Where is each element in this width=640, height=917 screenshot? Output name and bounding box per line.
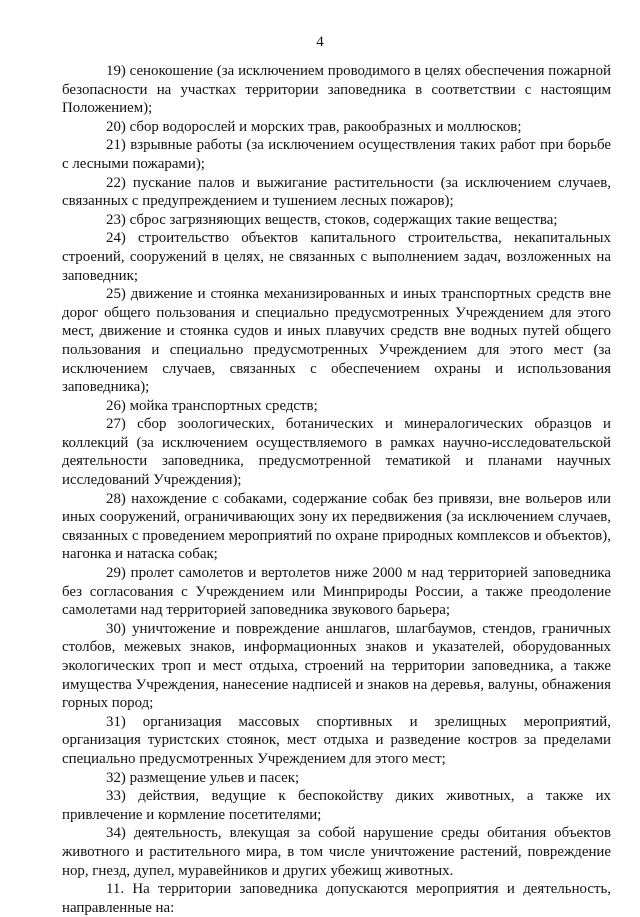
paragraph-item-34: 34) деятельность, влекущая за собой нарушение среды обитания объектов животного и растительного мира, в том числе уничтожение растений, повреждение нор, гнезд, дупел, муравейников и других убежищ животных. bbox=[62, 825, 611, 879]
paragraph-item-19: 19) сенокошение (за исключением проводимого в целях обеспечения пожарной безопасности на участках территории заповедника в соответствии с настоящим Положением); bbox=[62, 63, 611, 117]
paragraph-item-24: 24) строительство объектов капитального строительства, некапитальных строений, сооружений в целях, не связанных с выполнением задач, возложенных на заповедник; bbox=[62, 230, 611, 284]
page-number: 4 bbox=[316, 34, 324, 50]
paragraph-item-25: 25) движение и стоянка механизированных и иных транспортных средств вне дорог общего пользования и специально предусмотренных Учреждением для этого мест, движение и стоянка судов и иных плавучих средств вне водных путей общего пользования и специально предусмотренных Учреждением для этого мест (за исключением случаев, связанных с обеспечением охраны и использования заповедника); bbox=[62, 286, 611, 396]
paragraph-item-27: 27) сбор зоологических, ботанических и минералогических образцов и коллекций (за исключением осуществляемого в рамках научно-исследовательской деятельности заповедника, предусмотренной тематикой и планами научных исследований Учреждения); bbox=[62, 416, 611, 489]
section-11-intro: 11. На территории заповедника допускаются мероприятия и деятельность, направленные на: bbox=[62, 881, 611, 916]
paragraph-item-26: 26) мойка транспортных средств; bbox=[106, 397, 318, 414]
document-body bbox=[62, 62, 611, 917]
paragraph-item-22: 22) пускание палов и выжигание растительности (за исключением случаев, связанных с предупреждением и тушением лесных пожаров); bbox=[62, 174, 611, 210]
paragraph-item-20: 20) сбор водорослей и морских трав, ракообразных и моллюсков; bbox=[106, 118, 522, 135]
paragraph-item-29: 29) пролет самолетов и вертолетов ниже 2000 м над территорией заповедника без согласования с Учреждением или Минприроды России, а также преодоление самолетами над территорией заповедника звукового барьера; bbox=[62, 565, 611, 619]
paragraph-item-23: 23) сброс загрязняющих веществ, стоков, содержащих такие вещества; bbox=[106, 211, 558, 228]
paragraph-item-33: 33) действия, ведущие к беспокойству диких животных, а также их привлечение и кормление посетителями; bbox=[62, 788, 611, 823]
paragraph-item-31: 31) организация массовых спортивных и зрелищных мероприятий, организация туристских стоянок, мест отдыха и разведение костров за пределами специально предусмотренных Учреждением для этого мест; bbox=[62, 713, 611, 767]
paragraph-item-28: 28) нахождение с собаками, содержание собак без привязи, вне вольеров или иных сооружений, ограничивающих зону их передвижения (за исключением случаев, связанных с проведением мероприятий по охране природных комплексов и объектов), нагонка и натаска собак; bbox=[62, 490, 611, 563]
paragraph-item-32: 32) размещение ульев и пасек; bbox=[106, 769, 300, 786]
paragraph-item-21: 21) взрывные работы (за исключением осуществления таких работ при борьбе с лесными пожарами); bbox=[62, 137, 611, 172]
paragraph-item-30: 30) уничтожение и повреждение аншлагов, шлагбаумов, стендов, граничных столбов, межевых знаков, информационных знаков и указателей, оборудованных экологических троп и мест отдыха, строений на территории заповедника, а также имущества Учреждения, нанесение надписей и знаков на деревья, валуны, обнажения горных пород; bbox=[62, 620, 611, 712]
